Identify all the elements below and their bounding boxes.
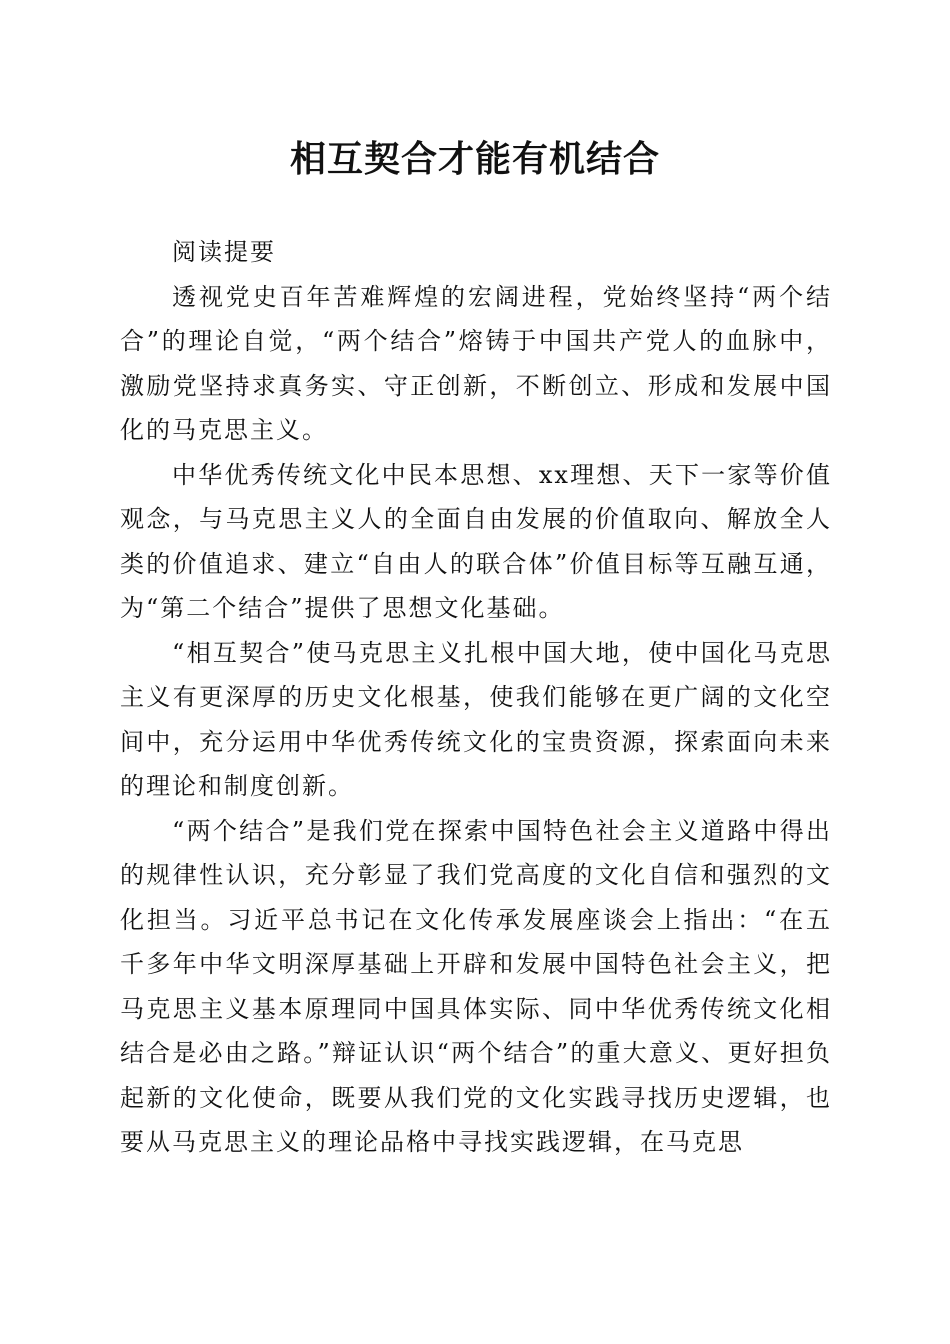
paragraph-4: “两个结合”是我们党在探索中国特色社会主义道路中得出的规律性认识，充分彰显了我们党高度的文化自信和强烈的文化担当。习近平总书记在文化传承发展座谈会上指出：“在五千多年中华文明深厚基础上开辟和发展中国特色社会主义，把马克思主义基本原理同中国具体实际、同中华优秀传统文化相结合是必由之路。”辩证认识“两个结合”的重大意义、更好担负起新的文化使命，既要从我们党的文化实践寻找历史逻辑，也要从马克思主义的理论品格中寻找实践逻辑，在马克思 <box>120 816 832 1156</box>
document-title: 相互契合才能有机结合 <box>289 138 660 180</box>
paragraph-1: 透视党史百年苦难辉煌的宏阔进程，党始终坚持“两个结合”的理论自觉，“两个结合”熔铸于中国共产党人的血脉中，激励党坚持求真务实、守正创新，不断创立、形成和发展中国化的马克思主义。 <box>120 282 832 444</box>
paragraph-3: “相互契合”使马克思主义扎根中国大地，使中国化马克思主义有更深厚的历史文化根基，使我们能够在更广阔的文化空间中，充分运用中华优秀传统文化的宝贵资源，探索面向未来的理论和制度创新。 <box>120 638 832 800</box>
document-body <box>120 230 832 1165</box>
reading-summary-heading: 阅读提要 <box>172 238 276 266</box>
paragraph-2: 中华优秀传统文化中民本思想、xx理想、天下一家等价值观念，与马克思主义人的全面自由发展的价值取向、解放全人类的价值追求、建立“自由人的联合体”价值目标等互融互通，为“第二个结合”提供了思想文化基础。 <box>120 460 832 622</box>
